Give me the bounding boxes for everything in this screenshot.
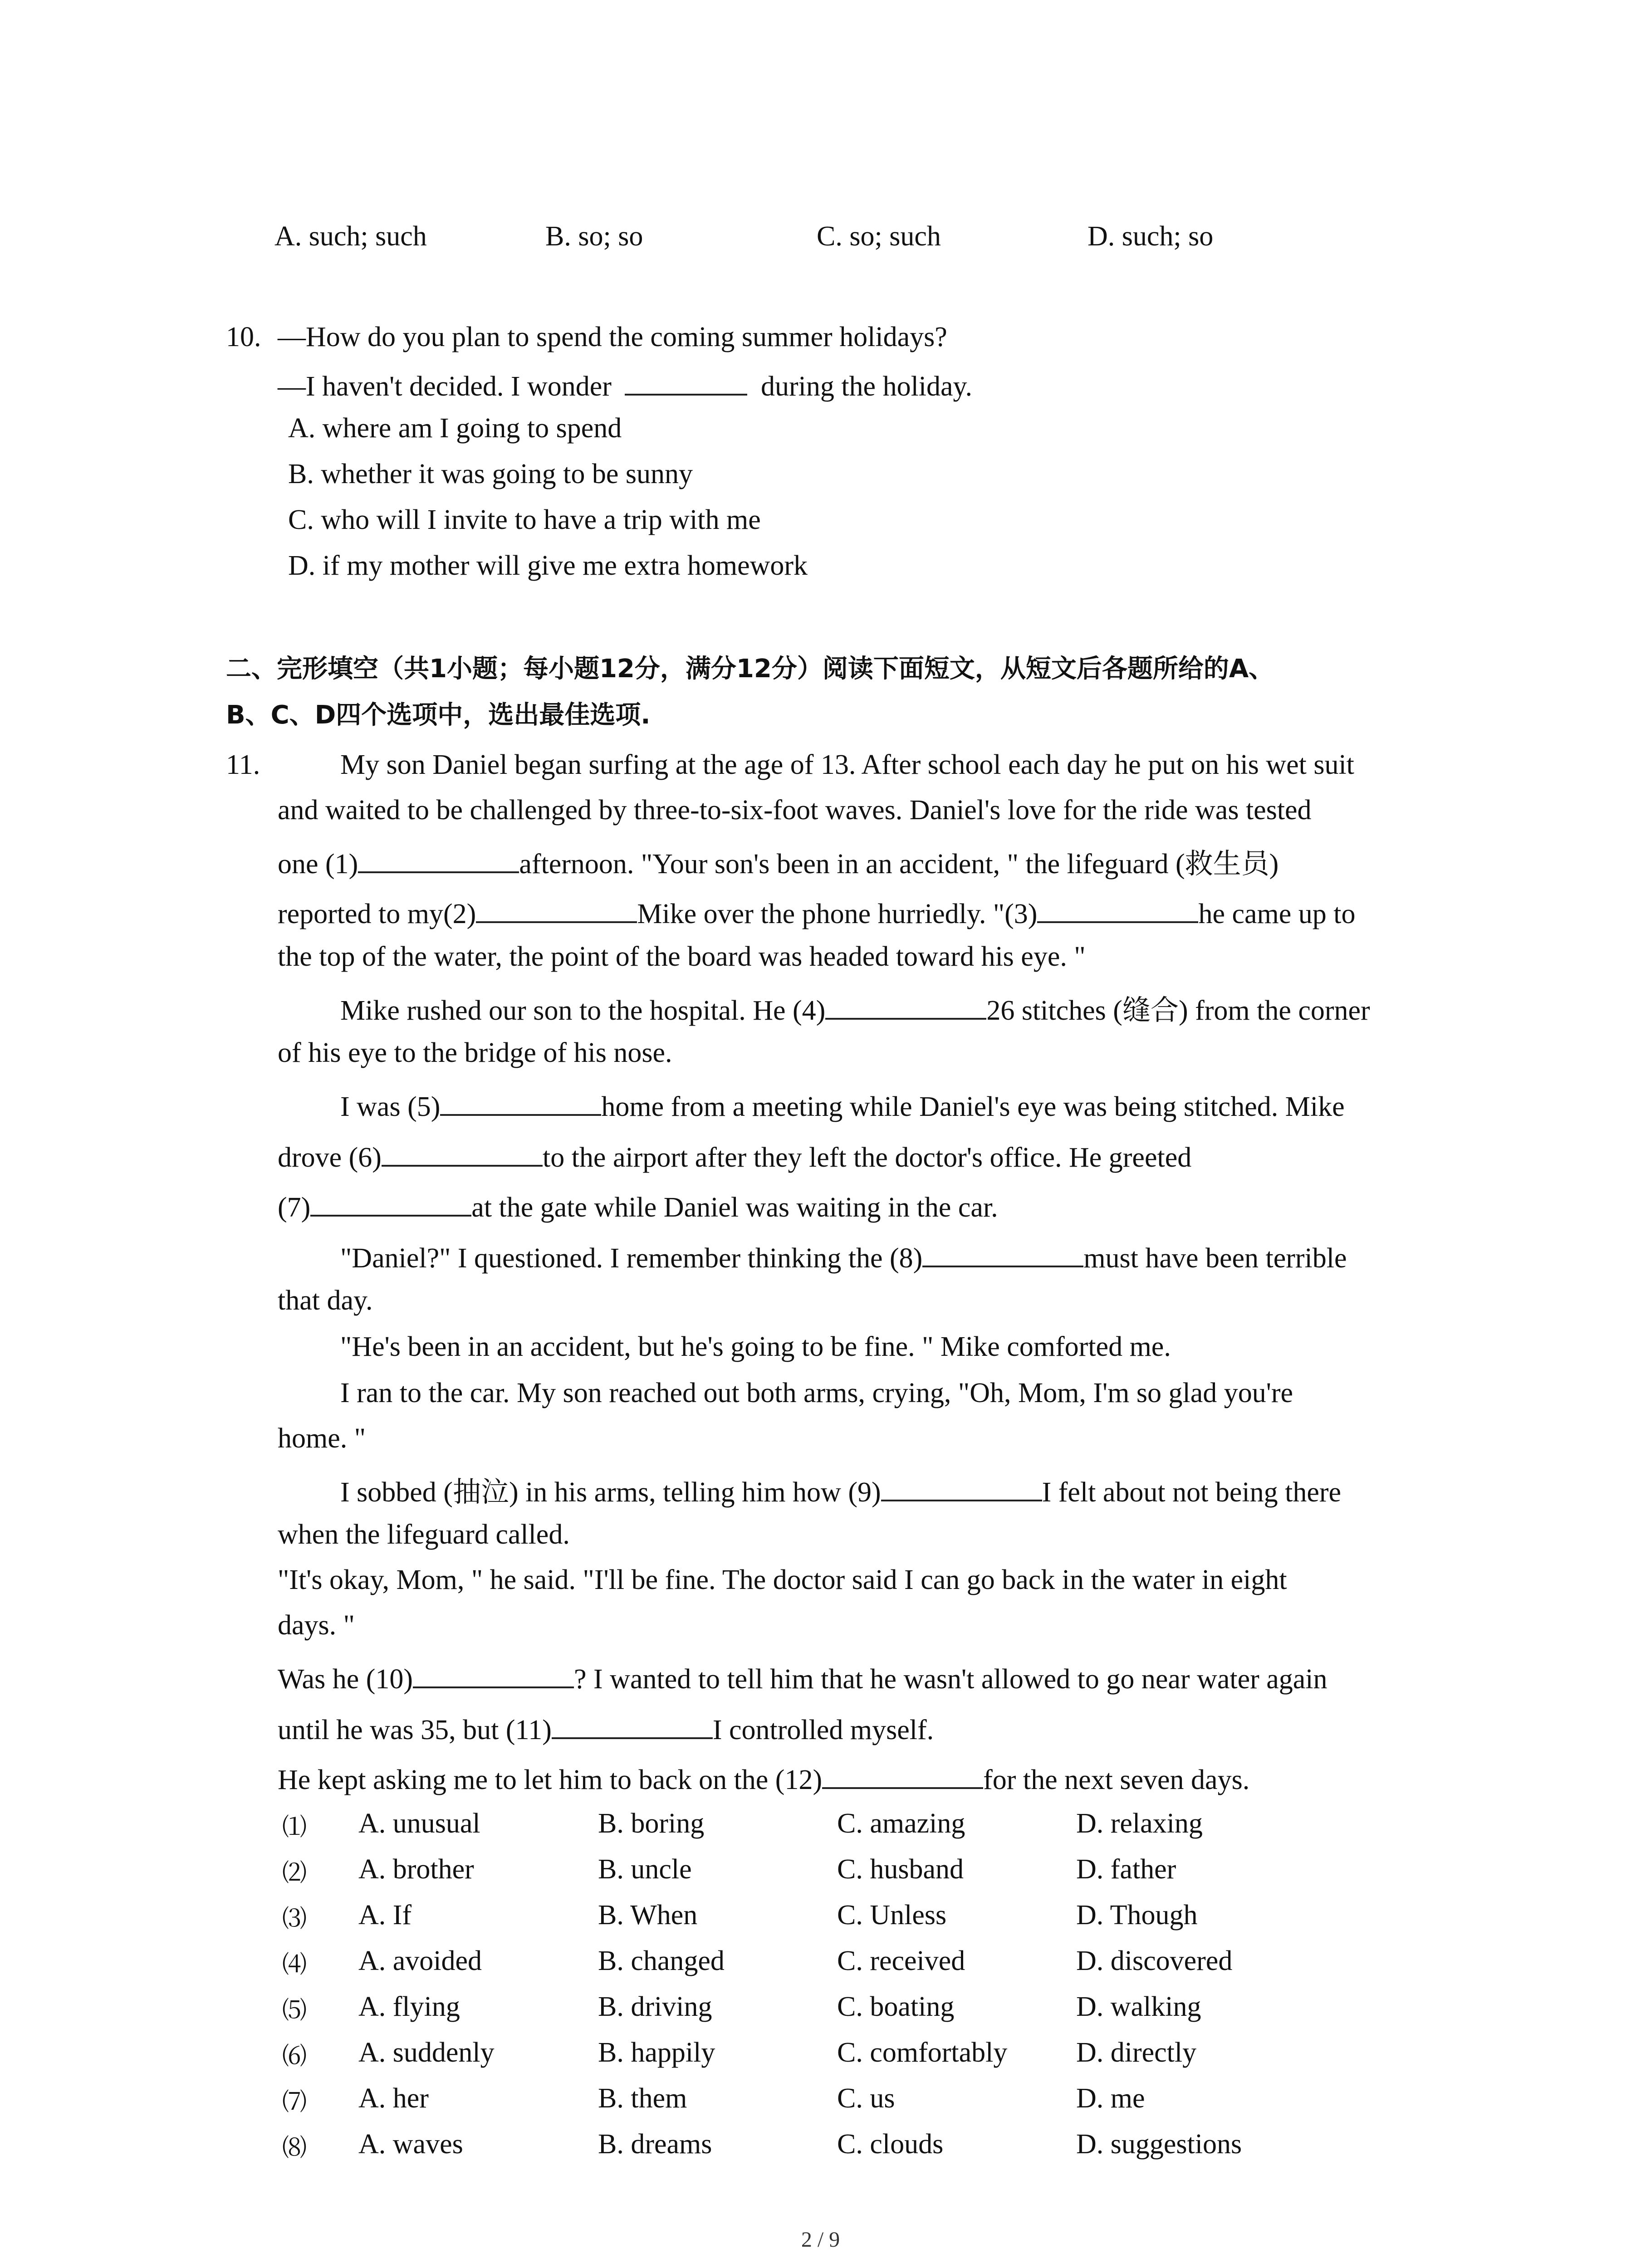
blank-8 [922, 1240, 1083, 1267]
choice-a: A. waves [358, 2129, 463, 2160]
passage-line: of his eye to the bridge of his nose. [278, 1037, 672, 1068]
passage-line [278, 1661, 1327, 1693]
blank-7 [310, 1189, 471, 1217]
choice-a: A. her [358, 2083, 429, 2114]
q10-option-a: A. where am I going to spend [288, 413, 622, 444]
choice-d: D. directly [1076, 2037, 1197, 2068]
page-number: 2 / 9 [801, 2228, 840, 2252]
choice-d: D. relaxing [1076, 1808, 1203, 1839]
question-number: 11. [226, 749, 260, 780]
q10-option-d: D. if my mother will give me extra homework [288, 550, 808, 581]
passage-text: Mike over the phone hurriedly. "(3) [637, 899, 1038, 929]
choice-c: C. boating [837, 1991, 955, 2022]
passage-text: ? I wanted to tell him that he wasn't allowed to go near water again [574, 1664, 1327, 1695]
q10-option-c: C. who will I invite to have a trip with me [288, 504, 761, 535]
passage-text: Mike rushed our son to the hospital. He (4) [340, 995, 826, 1026]
passage-line [340, 1474, 1341, 1506]
blank-10 [413, 1661, 574, 1688]
choice-c: C. Unless [837, 1900, 947, 1931]
passage-text: I was (5) [340, 1091, 441, 1122]
choice-b: B. dreams [598, 2129, 712, 2160]
blank-12 [822, 1762, 983, 1789]
choice-number: ⑺ [282, 2087, 307, 2116]
question-prompt-line2 [278, 368, 972, 401]
choice-d: D. father [1076, 1854, 1176, 1885]
choice-b: B. them [598, 2083, 687, 2114]
passage-line [340, 1240, 1347, 1272]
passage-text: 26 stitches (缝合) from the corner [986, 995, 1370, 1026]
choice-number: ⑻ [282, 2133, 307, 2162]
choice-b: B. driving [598, 1991, 712, 2022]
choice-a: A. brother [358, 1854, 474, 1885]
choice-number: ⑹ [282, 2042, 307, 2070]
choice-b: B. changed [598, 1945, 725, 1976]
choice-d: D. Though [1076, 1900, 1198, 1931]
passage-text: drove (6) [278, 1142, 382, 1173]
passage-text: one (1) [278, 849, 358, 880]
passage-text: I sobbed (抽泣) in his arms, telling him how (9) [340, 1477, 881, 1508]
q9-option-b: B. so; so [545, 221, 643, 252]
passage-line [278, 846, 1279, 878]
choice-d: D. suggestions [1076, 2129, 1242, 2160]
choice-d: D. walking [1076, 1991, 1201, 2022]
blank-1 [358, 846, 519, 873]
choice-c: C. us [837, 2083, 895, 2114]
passage-line: "He's been in an accident, but he's going to be fine. " Mike comforted me. [340, 1331, 1171, 1362]
passage-line: that day. [278, 1285, 373, 1316]
prompt-text: —I haven't decided. I wonder [278, 371, 612, 402]
blank-4 [825, 992, 986, 1020]
q9-option-c: C. so; such [817, 221, 941, 252]
question-number: 10. [226, 322, 261, 352]
passage-line [340, 992, 1370, 1025]
passage-text: afternoon. "Your son's been in an accident, " the lifeguard (救生员) [519, 849, 1279, 880]
choice-d: D. me [1076, 2083, 1145, 2114]
passage-text: to the airport after they left the doctor's office. He greeted [542, 1142, 1192, 1173]
choice-a: A. avoided [358, 1945, 482, 1976]
passage-text: for the next seven days. [983, 1765, 1250, 1795]
section-heading-line2: B、C、D四个选项中，选出最佳选项. [226, 700, 651, 730]
choice-number: ⑴ [282, 1813, 307, 1841]
choice-b: B. boring [598, 1808, 705, 1839]
choice-c: C. clouds [837, 2129, 944, 2160]
blank-3 [1037, 896, 1198, 923]
passage-text: home from a meeting while Daniel's eye was being stitched. Mike [601, 1091, 1345, 1122]
passage-line [278, 1189, 998, 1222]
passage-text: "Daniel?" I questioned. I remember thinking the (8) [340, 1243, 923, 1274]
choice-number: ⑶ [282, 1904, 307, 1933]
passage-line: home. " [278, 1423, 366, 1454]
q9-option-a: A. such; such [274, 221, 427, 252]
passage-text: reported to my(2) [278, 899, 476, 929]
choice-b: B. uncle [598, 1854, 692, 1885]
choice-number: ⑸ [282, 1996, 307, 2024]
choice-c: C. comfortably [837, 2037, 1008, 2068]
choice-a: A. unusual [358, 1808, 480, 1839]
choice-c: C. husband [837, 1854, 964, 1885]
passage-line: My son Daniel began surfing at the age of 13. After school each day he put on his wet suit [340, 749, 1354, 780]
answer-blank [625, 368, 747, 396]
blank-2 [476, 896, 637, 923]
choice-a: A. flying [358, 1991, 460, 2022]
blank-6 [382, 1139, 543, 1167]
choice-c: C. amazing [837, 1808, 965, 1839]
passage-line: and waited to be challenged by three-to-six-foot waves. Daniel's love for the ride was tested [278, 795, 1312, 826]
blank-5 [440, 1089, 601, 1116]
passage-line [278, 1139, 1191, 1172]
passage-text: must have been terrible [1083, 1243, 1347, 1274]
passage-text: he came up to [1198, 899, 1356, 929]
prompt-text: during the holiday. [760, 371, 973, 402]
passage-text: until he was 35, but (11) [278, 1715, 552, 1745]
question-prompt: —How do you plan to spend the coming summer holidays? [278, 322, 947, 352]
choice-a: A. If [358, 1900, 412, 1931]
choice-c: C. received [837, 1945, 965, 1976]
choice-d: D. discovered [1076, 1945, 1233, 1976]
q9-option-d: D. such; so [1087, 221, 1214, 252]
passage-line: "It's okay, Mom, " he said. "I'll be fine. The doctor said I can go back in the water in eight [278, 1564, 1287, 1595]
choice-b: B. When [598, 1900, 698, 1931]
passage-line [340, 1089, 1345, 1121]
choice-a: A. suddenly [358, 2037, 495, 2068]
blank-9 [881, 1474, 1042, 1501]
passage-line: I ran to the car. My son reached out both arms, crying, "Oh, Mom, I'm so glad you're [340, 1378, 1293, 1408]
passage-text: I felt about not being there [1042, 1477, 1342, 1508]
q10-option-b: B. whether it was going to be sunny [288, 459, 693, 489]
choice-number: ⑵ [282, 1858, 307, 1887]
section-heading-line1: 二、完形填空（共1小题；每小题12分，满分12分）阅读下面短文，从短文后各题所给的A、 [226, 654, 1274, 684]
passage-line [278, 1712, 934, 1744]
passage-text: He kept asking me to let him to back on the (12) [278, 1765, 823, 1795]
passage-line: when the lifeguard called. [278, 1519, 570, 1550]
passage-line [278, 1762, 1249, 1794]
choice-number: ⑷ [282, 1950, 307, 1979]
passage-text: I controlled myself. [712, 1715, 934, 1745]
blank-11 [552, 1712, 713, 1739]
passage-text: Was he (10) [278, 1664, 413, 1695]
passage-text: at the gate while Daniel was waiting in the car. [471, 1192, 998, 1223]
passage-text: (7) [278, 1192, 311, 1223]
passage-line: days. " [278, 1610, 355, 1641]
choice-b: B. happily [598, 2037, 715, 2068]
passage-line: the top of the water, the point of the board was headed toward his eye. " [278, 941, 1086, 972]
passage-line [278, 896, 1355, 928]
